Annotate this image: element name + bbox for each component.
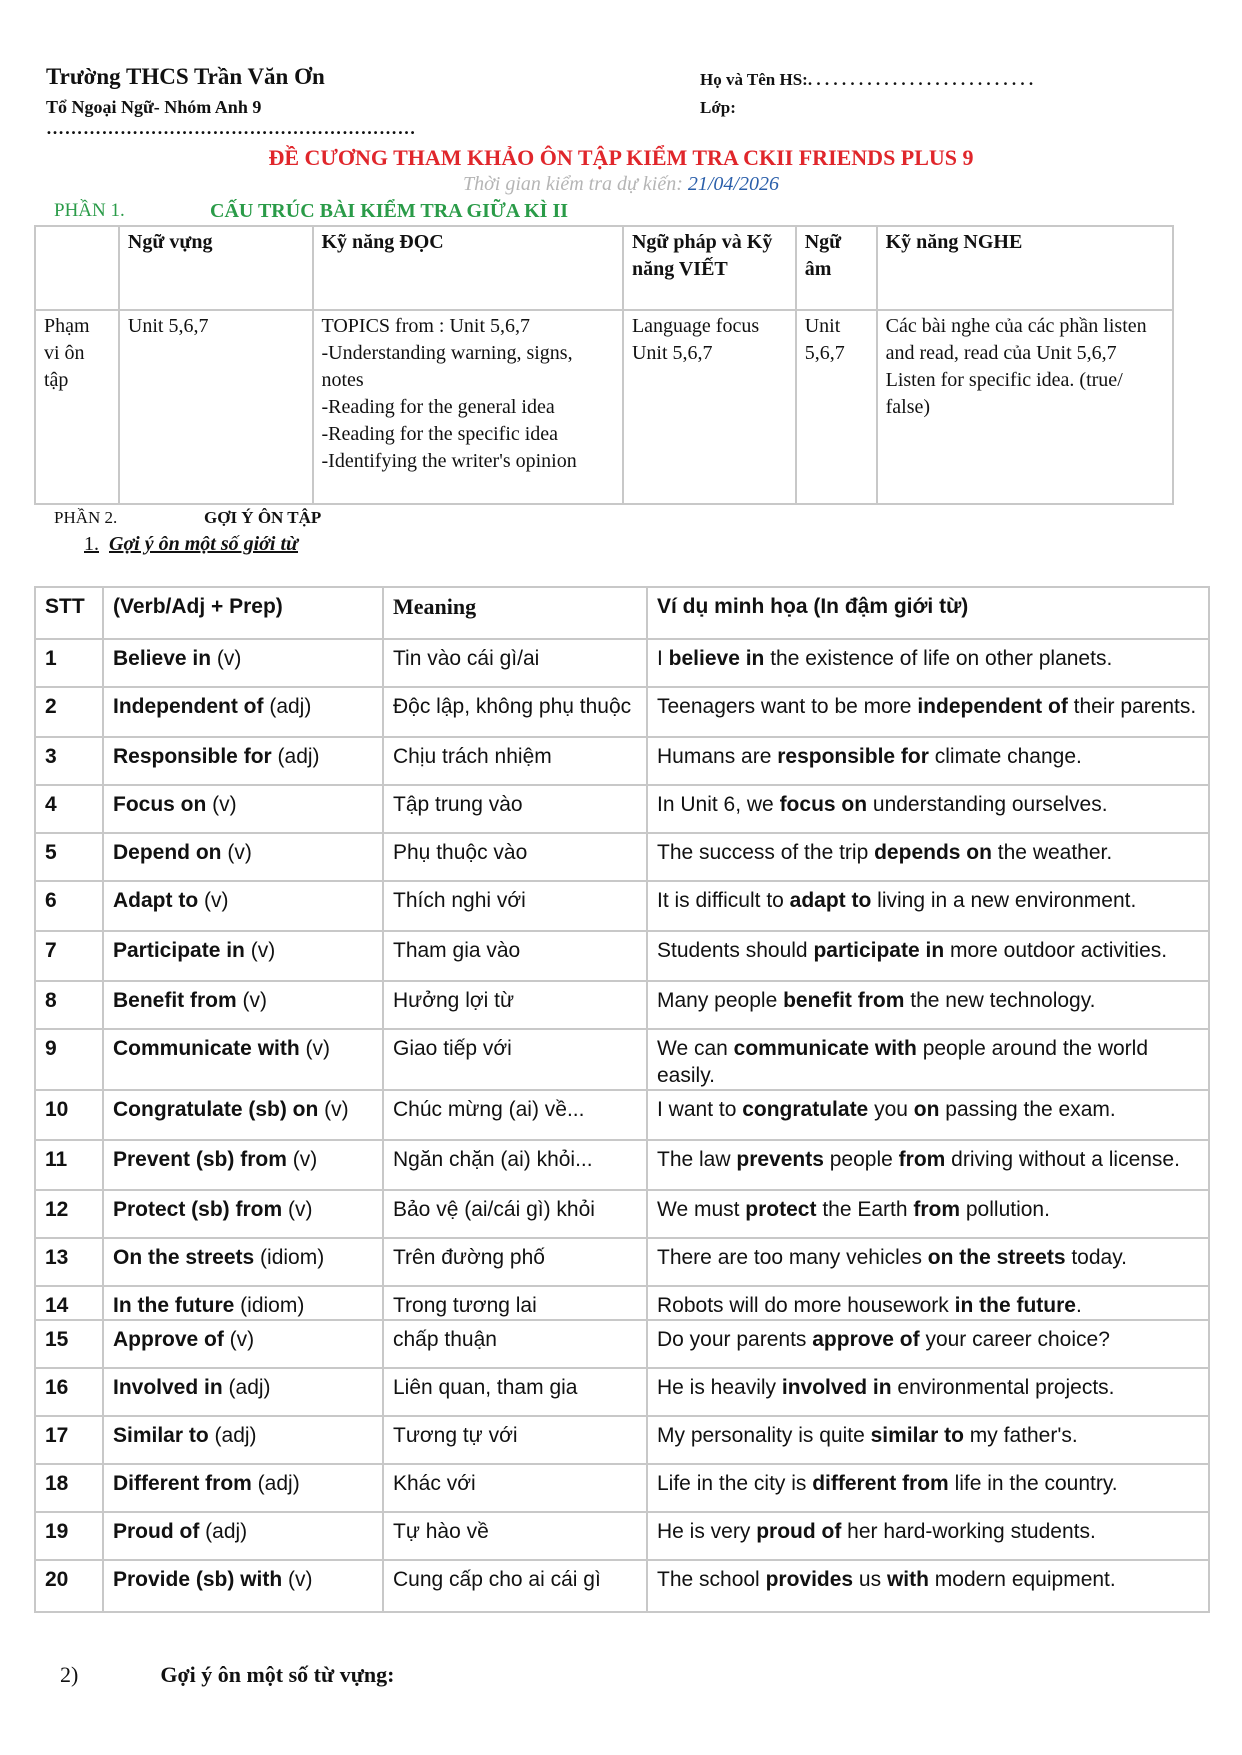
term-pos: (adj) [208, 1424, 257, 1447]
row-meaning: Giao tiếp với [383, 1029, 647, 1090]
example-text: Life in the city is [657, 1472, 813, 1495]
example-preposition: depends on [874, 841, 992, 864]
term-phrase: Proud of [113, 1520, 200, 1543]
row-example [647, 737, 1209, 785]
row-number: 18 [35, 1464, 103, 1512]
term-pos: (v) [286, 1148, 318, 1171]
example-text: modern equipment. [928, 1568, 1116, 1591]
row-term [103, 1140, 383, 1190]
row-term [103, 931, 383, 981]
row-term [103, 1238, 383, 1286]
example-text: driving without a license. [945, 1148, 1180, 1171]
row-meaning: Ngăn chặn (ai) khỏi... [383, 1140, 647, 1190]
row-number: 19 [35, 1512, 103, 1560]
row-meaning: Độc lập, không phụ thuộc [383, 687, 647, 737]
table-row [35, 881, 1209, 931]
row-term [103, 1029, 383, 1090]
row-term [103, 881, 383, 931]
row-number: 20 [35, 1560, 103, 1612]
row-number: 5 [35, 833, 103, 881]
listening-item: Listen for specific idea. (true/ false) [885, 369, 1123, 418]
term-phrase: Depend on [113, 841, 222, 864]
example-text: He is heavily [657, 1376, 782, 1399]
term-phrase: Prevent (sb) from [113, 1148, 287, 1171]
term-pos: (adj) [222, 1376, 271, 1399]
class-field: Lớp: [700, 98, 736, 117]
prepositions-header-row [35, 587, 1209, 639]
row-term [103, 1512, 383, 1560]
example-text: your career choice? [919, 1328, 1110, 1351]
row-meaning: Tương tự với [383, 1416, 647, 1464]
example-preposition: approve of [812, 1328, 920, 1351]
exam-date: 21/04/2026 [687, 173, 779, 195]
term-phrase: Participate in [113, 939, 245, 962]
row-number: 13 [35, 1238, 103, 1286]
structure-header-row [35, 226, 1173, 310]
example-text: the Earth [816, 1198, 914, 1221]
row-example [647, 1512, 1209, 1560]
term-pos: (adj) [271, 745, 320, 768]
row-example [647, 1029, 1209, 1090]
example-preposition: with [886, 1568, 929, 1591]
row-example [647, 1190, 1209, 1238]
row-meaning: chấp thuận [383, 1320, 647, 1368]
example-preposition: responsible for [777, 745, 929, 768]
table-row [35, 931, 1209, 981]
part1-title: CẤU TRÚC BÀI KIỂM TRA GIỮA KÌ II [210, 200, 569, 222]
term-pos: (v) [211, 647, 242, 670]
example-text: In Unit 6, we [657, 793, 780, 816]
header-example: Ví dụ minh họa (In đậm giới từ) [647, 587, 1209, 639]
student-name-field: Họ và Tên HS:. . . . . . . . . . . . . . . . . . . . . . . . . . . [700, 70, 1034, 89]
term-phrase: Involved in [113, 1376, 223, 1399]
example-text: The success of the trip [657, 841, 875, 864]
structure-header-cell: Ngữ vựng [119, 226, 313, 310]
reading-item: -Reading for the specific idea [321, 423, 559, 445]
prepositions-body [35, 639, 1209, 1612]
example-preposition: in the future [954, 1294, 1076, 1317]
example-text: He is very [657, 1520, 757, 1543]
listening-item: Các bài nghe của các phần listen and read, read của Unit 5,6,7 [885, 315, 1147, 364]
term-phrase: Protect (sb) from [113, 1198, 283, 1221]
row-term [103, 1090, 383, 1140]
row-example [647, 1560, 1209, 1612]
part1-label: PHẦN 1. [54, 200, 125, 221]
table-row [35, 1090, 1209, 1140]
exam-time-label: Thời gian kiểm tra dự kiến: [462, 173, 683, 195]
row-example [647, 1238, 1209, 1286]
example-preposition: proud of [756, 1520, 842, 1543]
table-row [35, 1320, 1209, 1368]
example-preposition: focus on [779, 793, 868, 816]
row-number: 7 [35, 931, 103, 981]
example-text: Many people [657, 989, 784, 1012]
row-term [103, 785, 383, 833]
reading-item: -Reading for the general idea [321, 396, 555, 418]
term-phrase: Approve of [113, 1328, 224, 1351]
row-meaning: Tự hào về [383, 1512, 647, 1560]
example-text: people [823, 1148, 899, 1171]
header-stt: STT [35, 587, 103, 639]
scope-vocabulary: Unit 5,6,7 [119, 310, 313, 504]
example-text: life in the country. [948, 1472, 1118, 1495]
example-text: pollution. [960, 1198, 1050, 1221]
example-preposition: on [913, 1098, 940, 1121]
row-term [103, 981, 383, 1029]
header-dots: …………………………………………………… [46, 118, 416, 138]
row-example [647, 1416, 1209, 1464]
structure-header-cell: Kỹ năng NGHE [877, 226, 1173, 310]
section2-heading [60, 1662, 394, 1688]
row-meaning: Tham gia vào [383, 931, 647, 981]
row-example [647, 1320, 1209, 1368]
example-text: more outdoor activities. [944, 939, 1168, 962]
example-preposition: independent of [917, 695, 1068, 718]
row-term [103, 639, 383, 687]
term-pos: (v) [282, 1198, 313, 1221]
term-phrase: Responsible for [113, 745, 272, 768]
example-text: I [657, 647, 669, 670]
row-meaning: Bảo vệ (ai/cái gì) khỏi [383, 1190, 647, 1238]
structure-header-cell: Kỹ năng ĐỌC [313, 226, 623, 310]
term-phrase: Congratulate (sb) on [113, 1098, 319, 1121]
row-meaning: Chúc mừng (ai) về... [383, 1090, 647, 1140]
example-text: Students should [657, 939, 814, 962]
table-row [35, 1368, 1209, 1416]
term-pos: (v) [221, 841, 252, 864]
table-row [35, 1286, 1209, 1320]
example-text: The school [657, 1568, 766, 1591]
section2-number: 2) [60, 1662, 79, 1687]
row-number: 9 [35, 1029, 103, 1090]
reading-item: -Identifying the writer's opinion [321, 450, 577, 472]
row-term [103, 1416, 383, 1464]
term-pos: (adj) [263, 695, 312, 718]
example-preposition: from [913, 1198, 961, 1221]
row-number: 15 [35, 1320, 103, 1368]
row-example [647, 1286, 1209, 1320]
row-meaning: Phụ thuộc vào [383, 833, 647, 881]
row-term [103, 737, 383, 785]
scope-reading [313, 310, 623, 504]
part2-label: PHẦN 2. [54, 508, 118, 527]
row-number: 14 [35, 1286, 103, 1320]
example-text: We must [657, 1198, 746, 1221]
example-preposition: from [898, 1148, 946, 1171]
structure-header-cell: Ngữ âm [796, 226, 877, 310]
example-text: passing the exam. [939, 1098, 1116, 1121]
row-example [647, 931, 1209, 981]
example-text: environmental projects. [891, 1376, 1115, 1399]
table-row [35, 737, 1209, 785]
example-preposition: different from [812, 1472, 949, 1495]
row-number: 16 [35, 1368, 103, 1416]
row-number: 17 [35, 1416, 103, 1464]
row-example [647, 639, 1209, 687]
exam-time [0, 173, 1242, 196]
example-preposition: participate in [813, 939, 945, 962]
example-text: We can [657, 1037, 734, 1060]
term-pos: (v) [198, 889, 229, 912]
row-meaning: Tin vào cái gì/ai [383, 639, 647, 687]
row-meaning: Liên quan, tham gia [383, 1368, 647, 1416]
row-example [647, 881, 1209, 931]
term-pos: (v) [318, 1098, 349, 1121]
example-text: There are too many vehicles [657, 1246, 928, 1269]
example-text: Humans are [657, 745, 778, 768]
row-term [103, 687, 383, 737]
example-preposition: prevents [736, 1148, 824, 1171]
term-pos: (idiom) [254, 1246, 325, 1269]
example-text: people around the world easily. [657, 1037, 1149, 1087]
term-pos: (adj) [199, 1520, 248, 1543]
example-text: us [853, 1568, 887, 1591]
section2-title: Gợi ý ôn một số từ vựng: [160, 1662, 395, 1687]
structure-header-cell: Ngữ pháp và Kỹ năng VIẾT [623, 226, 796, 310]
example-text: the weather. [991, 841, 1113, 864]
example-preposition: involved in [781, 1376, 892, 1399]
row-meaning: Trong tương lai [383, 1286, 647, 1320]
row-example [647, 1464, 1209, 1512]
row-number: 10 [35, 1090, 103, 1140]
term-pos: (v) [223, 1328, 255, 1351]
structure-scope-row [35, 310, 1173, 504]
section1-number: 1. [84, 533, 99, 555]
row-term [103, 1560, 383, 1612]
term-phrase: Benefit from [113, 989, 237, 1012]
scope-listening [877, 310, 1173, 504]
scope-grammar: Language focus Unit 5,6,7 [623, 310, 796, 504]
example-text: Robots will do more housework [657, 1294, 955, 1317]
example-text: you [868, 1098, 914, 1121]
term-phrase: Adapt to [113, 889, 199, 912]
section1-heading [84, 533, 298, 556]
example-text: The law [657, 1148, 737, 1171]
term-pos: (adj) [251, 1472, 300, 1495]
example-preposition: provides [765, 1568, 854, 1591]
term-pos: (v) [206, 793, 237, 816]
term-pos: (v) [282, 1568, 313, 1591]
table-row [35, 639, 1209, 687]
row-term [103, 833, 383, 881]
row-term [103, 1464, 383, 1512]
example-text: It is difficult to [657, 889, 790, 912]
group-name: Tổ Ngoại Ngữ- Nhóm Anh 9 [46, 97, 262, 117]
row-number: 12 [35, 1190, 103, 1238]
example-text: living in a new environment. [871, 889, 1137, 912]
row-term [103, 1190, 383, 1238]
prepositions-table [34, 586, 1210, 1613]
row-number: 8 [35, 981, 103, 1029]
example-text: My personality is quite [657, 1424, 871, 1447]
example-preposition: similar to [870, 1424, 964, 1447]
row-meaning: Hưởng lợi từ [383, 981, 647, 1029]
reading-item: -Understanding warning, signs, notes [321, 342, 573, 391]
reading-item: TOPICS from : Unit 5,6,7 [321, 315, 531, 337]
scope-phonetics: Unit 5,6,7 [796, 310, 877, 504]
table-row [35, 785, 1209, 833]
row-term [103, 1320, 383, 1368]
table-row [35, 1464, 1209, 1512]
example-preposition: believe in [668, 647, 765, 670]
example-text: the existence of life on other planets. [764, 647, 1113, 670]
table-row [35, 1512, 1209, 1560]
term-pos: (v) [299, 1037, 331, 1060]
example-preposition: on the streets [927, 1246, 1066, 1269]
term-phrase: Communicate with [113, 1037, 300, 1060]
row-number: 11 [35, 1140, 103, 1190]
term-phrase: Similar to [113, 1424, 209, 1447]
exam-structure-table [34, 225, 1174, 505]
table-row [35, 1029, 1209, 1090]
example-preposition: protect [745, 1198, 817, 1221]
example-preposition: congratulate [742, 1098, 869, 1121]
term-phrase: On the streets [113, 1246, 255, 1269]
term-pos: (v) [236, 989, 268, 1012]
example-text: her hard-working students. [841, 1520, 1096, 1543]
row-number: 2 [35, 687, 103, 737]
term-pos: (v) [244, 939, 276, 962]
example-preposition: benefit from [783, 989, 905, 1012]
example-preposition: adapt to [789, 889, 872, 912]
section1-title: Gợi ý ôn một số giới từ [109, 533, 299, 555]
table-row [35, 687, 1209, 737]
row-meaning: Tập trung vào [383, 785, 647, 833]
row-meaning: Chịu trách nhiệm [383, 737, 647, 785]
term-phrase: Independent of [113, 695, 264, 718]
structure-header-cell [35, 226, 119, 310]
header-meaning: Meaning [383, 587, 647, 639]
document-title: ĐỀ CƯƠNG THAM KHẢO ÔN TẬP KIỂM TRA CKII FRIENDS PLUS 9 [268, 145, 974, 170]
row-example [647, 687, 1209, 737]
example-text: my father's. [963, 1424, 1078, 1447]
row-meaning: Cung cấp cho ai cái gì [383, 1560, 647, 1612]
header-term: (Verb/Adj + Prep) [103, 587, 383, 639]
row-term [103, 1368, 383, 1416]
table-row [35, 833, 1209, 881]
term-phrase: Focus on [113, 793, 207, 816]
row-meaning: Khác với [383, 1464, 647, 1512]
example-text: . [1075, 1294, 1082, 1317]
row-example [647, 1090, 1209, 1140]
row-term [103, 1286, 383, 1320]
scope-label: Phạm vi ôn tập [35, 310, 119, 504]
row-number: 1 [35, 639, 103, 687]
row-example [647, 981, 1209, 1029]
row-example [647, 785, 1209, 833]
row-meaning: Thích nghi với [383, 881, 647, 931]
table-row [35, 1238, 1209, 1286]
table-row [35, 1560, 1209, 1612]
school-name: Trường THCS Trần Văn Ơn [46, 64, 325, 89]
table-row [35, 1190, 1209, 1238]
row-meaning: Trên đường phố [383, 1238, 647, 1286]
row-number: 3 [35, 737, 103, 785]
row-number: 6 [35, 881, 103, 931]
example-text: I want to [657, 1098, 743, 1121]
part2-title: GỢI Ý ÔN TẬP [204, 508, 322, 527]
example-text: the new technology. [904, 989, 1096, 1012]
term-pos: (idiom) [234, 1294, 305, 1317]
row-example [647, 833, 1209, 881]
example-text: today. [1065, 1246, 1127, 1269]
example-preposition: communicate with [733, 1037, 917, 1060]
term-phrase: In the future [113, 1294, 235, 1317]
row-example [647, 1368, 1209, 1416]
row-example [647, 1140, 1209, 1190]
table-row [35, 981, 1209, 1029]
example-text: Teenagers want to be more [657, 695, 918, 718]
term-phrase: Different from [113, 1472, 252, 1495]
row-number: 4 [35, 785, 103, 833]
table-row [35, 1140, 1209, 1190]
example-text: their parents. [1067, 695, 1197, 718]
term-phrase: Believe in [113, 647, 212, 670]
table-row [35, 1416, 1209, 1464]
term-phrase: Provide (sb) with [113, 1568, 283, 1591]
example-text: Do your parents [657, 1328, 813, 1351]
example-text: climate change. [928, 745, 1082, 768]
example-text: understanding ourselves. [867, 793, 1108, 816]
